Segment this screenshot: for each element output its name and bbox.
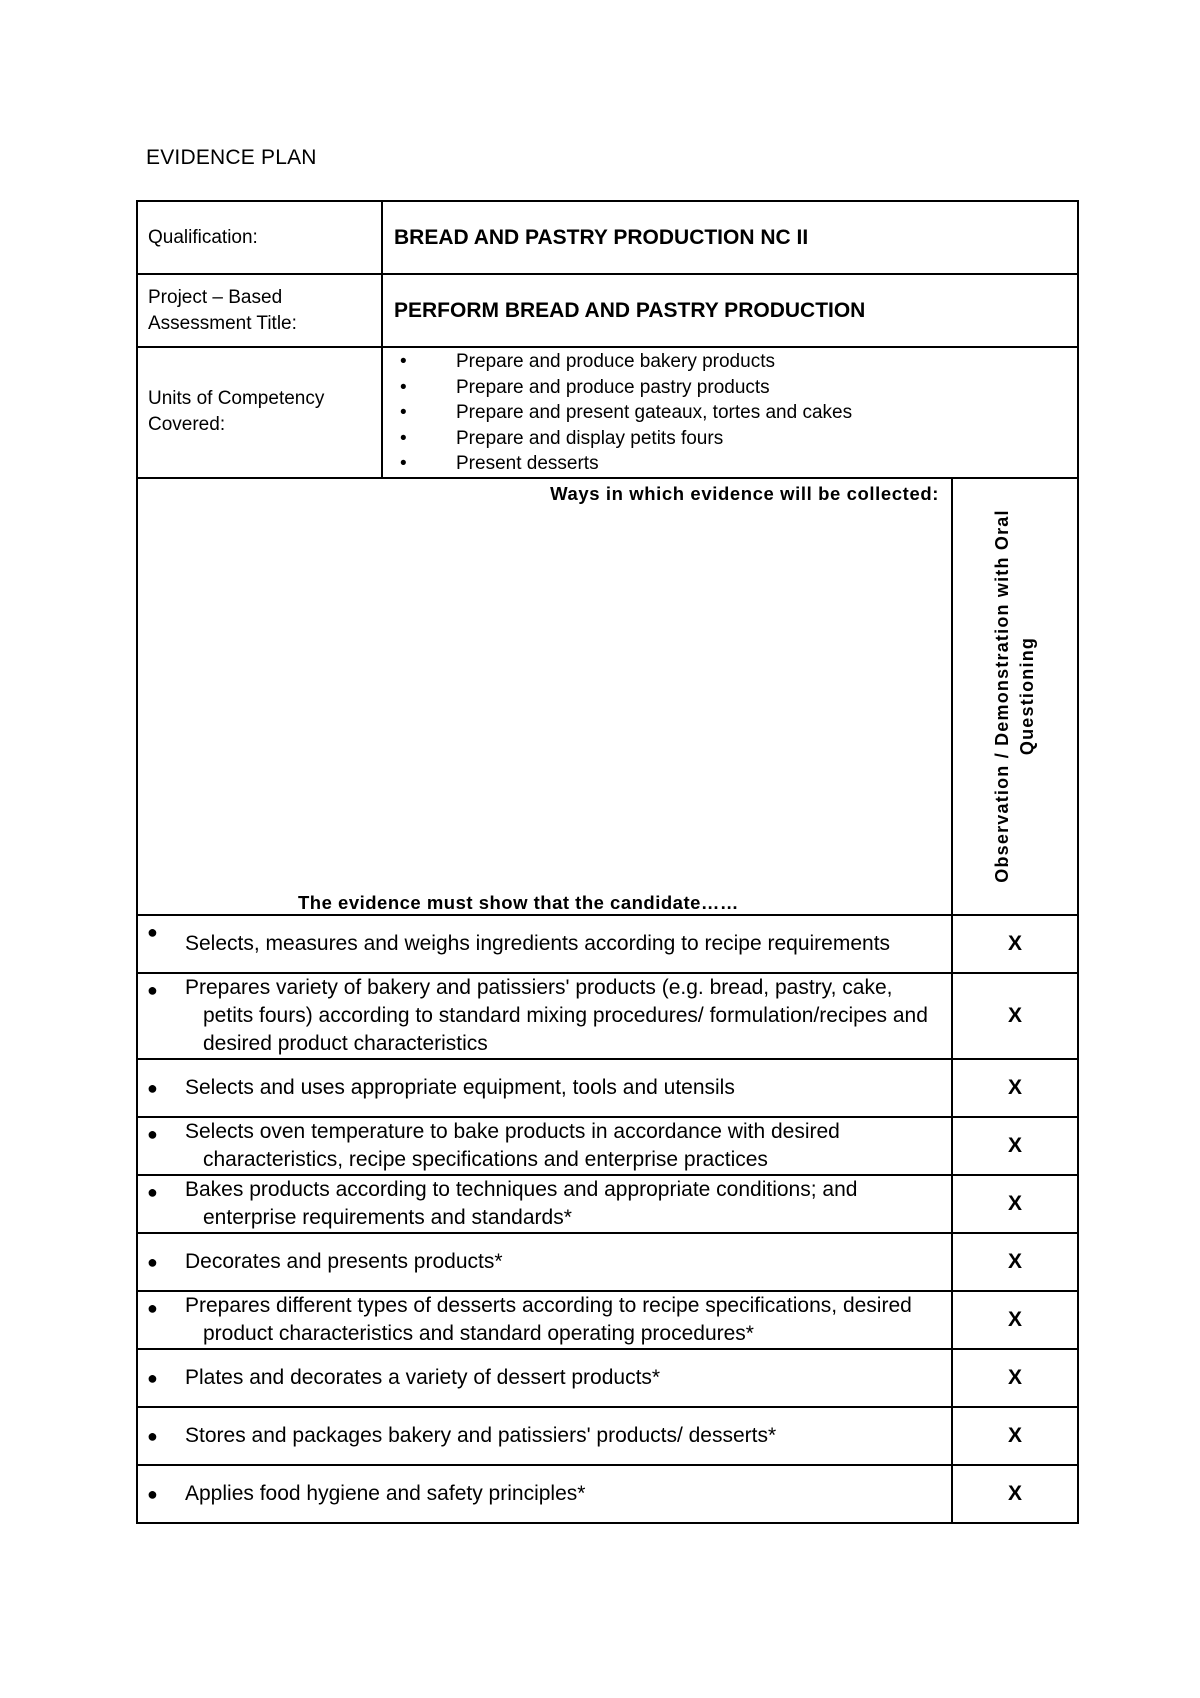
criterion-cell [137,1465,952,1523]
project-title-label [137,274,382,347]
bullet-icon: ● [147,1425,158,1446]
method-heading-cell [952,478,1078,915]
bullet-icon: ● [147,1483,158,1504]
criterion-mark: X [952,1407,1078,1465]
criterion-text: Prepares variety of bakery and patissiers' products (e.g. bread, pastry, cake, petits fours) according to standard mixing procedures/ formulation/recipes and desired product characteristics [185,975,928,1055]
criterion-mark: X [952,1233,1078,1291]
criterion-mark: X [952,1465,1078,1523]
criterion-cell [137,973,952,1059]
unit-item: • Prepare and produce bakery products [383,349,1077,375]
criterion-mark: X [952,1175,1078,1233]
criterion-row [137,1059,1078,1117]
criterion-row [137,973,1078,1059]
criterion-row [137,1465,1078,1523]
criterion-row [137,1349,1078,1407]
criterion-row [137,1407,1078,1465]
page-title: EVIDENCE PLAN [146,146,317,169]
criterion-cell [137,1233,952,1291]
criterion-cell [137,1349,952,1407]
criterion-text: Decorates and presents products* [185,1249,503,1273]
bullet-icon: ● [147,1367,158,1388]
criterion-cell [137,915,952,973]
criterion-text: Stores and packages bakery and patissiers' products/ desserts* [185,1423,777,1447]
must-show-heading: The evidence must show that the candidate…… [298,891,739,913]
bullet-icon: ● [147,1251,158,1272]
bullet-icon: ● [147,921,158,942]
criterion-mark: X [952,973,1078,1059]
qualification-row [137,201,1078,274]
criterion-row [137,1117,1078,1175]
evidence-heading-cell [137,478,952,915]
bullet-icon: ● [147,1297,158,1318]
criterion-row [137,915,1078,973]
units-label-line2: Covered: [148,414,226,436]
units-list-cell [382,347,1078,478]
criterion-text: Selects and uses appropriate equipment, tools and utensils [185,1075,735,1099]
project-title-label-line2: Assessment Title: [148,312,297,334]
units-label [137,347,382,478]
criterion-cell [137,1175,952,1233]
unit-item: • Prepare and present gateaux, tortes and cakes [383,400,1077,426]
criterion-text: Prepares different types of desserts according to recipe specifications, desired product characteristics and standard operating procedures* [185,1293,912,1345]
bullet-icon: ● [147,1123,158,1144]
criterion-mark: X [952,1117,1078,1175]
evidence-plan-table [136,200,1079,1524]
evidence-heading-row [137,478,1078,915]
criterion-cell [137,1059,952,1117]
criterion-mark: X [952,1059,1078,1117]
criterion-mark: X [952,1291,1078,1349]
bullet-icon: ● [147,979,158,1000]
criterion-text: Selects, measures and weighs ingredients according to recipe requirements [185,931,891,955]
units-label-line1: Units of Competency [148,388,325,410]
criterion-cell [137,1407,952,1465]
criterion-row [137,1233,1078,1291]
project-title-value: PERFORM BREAD AND PASTRY PRODUCTION [382,274,1078,347]
project-title-row [137,274,1078,347]
criterion-text: Bakes products according to techniques and appropriate conditions; and enterprise requirements and standards* [185,1177,858,1229]
units-row [137,347,1078,478]
criterion-row [137,1175,1078,1233]
criterion-text: Selects oven temperature to bake products in accordance with desired characteristics, recipe specifications and enterprise practices [185,1119,840,1171]
ways-heading: Ways in which evidence will be collected: [550,482,939,504]
qualification-value: BREAD AND PASTRY PRODUCTION NC II [382,201,1078,274]
criterion-text: Applies food hygiene and safety principles* [185,1481,586,1505]
qualification-label: Qualification: [137,201,382,274]
criterion-row [137,1291,1078,1349]
project-title-label-line1: Project – Based [148,286,283,308]
unit-item: • Prepare and produce pastry products [383,375,1077,401]
criterion-cell [137,1291,952,1349]
bullet-icon: ● [147,1181,158,1202]
criterion-cell [137,1117,952,1175]
bullet-icon: ● [147,1077,158,1098]
criterion-text: Plates and decorates a variety of dessert products* [185,1365,661,1389]
method-heading: Observation / Demonstration with Oral Questioning [992,509,1037,883]
unit-item: • Present desserts [383,451,1077,477]
criterion-mark: X [952,1349,1078,1407]
criterion-mark: X [952,915,1078,973]
unit-item: • Prepare and display petits fours [383,426,1077,452]
units-list [383,349,1077,477]
